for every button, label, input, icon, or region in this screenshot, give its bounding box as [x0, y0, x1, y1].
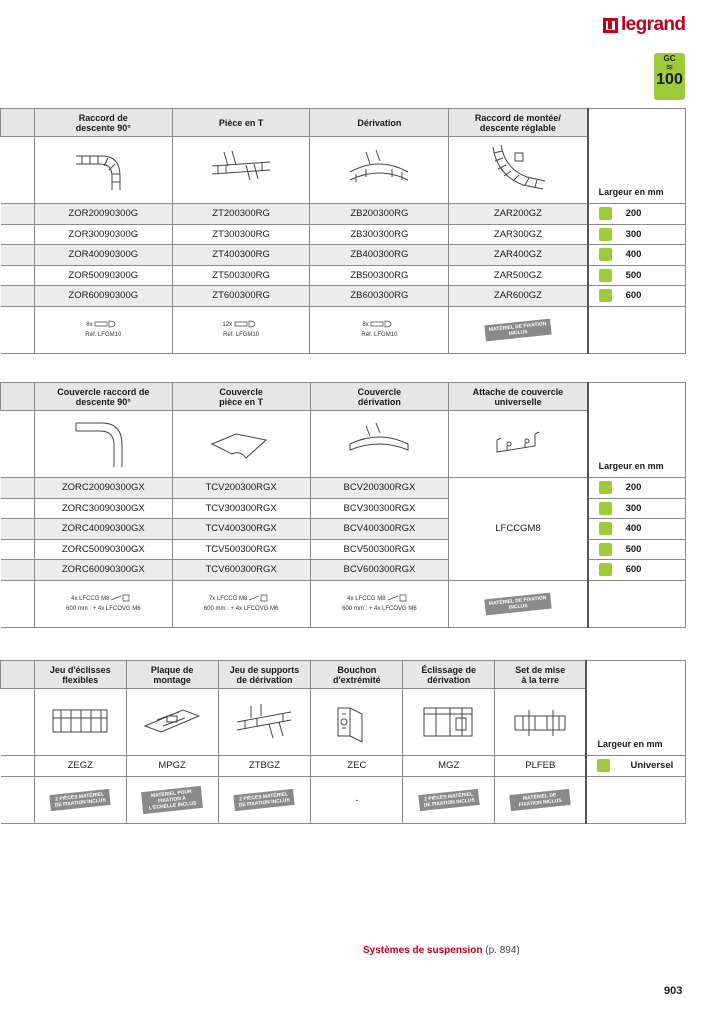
gc-icon	[599, 522, 612, 535]
width-cell	[586, 756, 685, 777]
gc-icon	[599, 543, 612, 556]
ref-cell: ZAR400GZ	[449, 245, 588, 266]
mounting-plate-image	[139, 696, 205, 746]
row-lead-cell	[1, 286, 35, 307]
ref-cell: TCV300300RGX	[172, 498, 310, 519]
attache-ref-cell: LFCCGM8	[449, 478, 588, 581]
width-cell	[588, 224, 686, 245]
ref-cell: TCV200300RGX	[172, 478, 310, 499]
bolt-icon	[94, 320, 120, 328]
row-lead-cell	[1, 519, 35, 540]
gc-icon	[599, 269, 612, 282]
ref-cell: ZORC60090300GX	[34, 560, 172, 581]
gc-icon	[599, 207, 612, 220]
included-stamp: 2 PIÈCES MATÉRIEL DE FIXATION INCLUS	[234, 788, 295, 810]
fixing-qty: 4x LFCCG M8	[71, 595, 110, 602]
ref-cell: MPGZ	[126, 756, 218, 777]
fixing-cell	[310, 580, 449, 627]
row-lead-cell	[1, 109, 35, 137]
row-lead-cell	[1, 478, 35, 499]
fixing-cell	[310, 306, 449, 353]
fixing-note: 600 mm : + 4x LFCOVG M6	[66, 605, 141, 612]
footer-link-text[interactable]: Systèmes de suspension	[363, 945, 483, 956]
gc-icon	[599, 248, 612, 261]
width-value: 400	[625, 249, 642, 261]
col-header: Raccord de montée/ descente réglable	[449, 109, 588, 137]
bolt-icon	[234, 320, 260, 328]
fixing-qty: 12x	[222, 321, 233, 328]
width-empty-cell	[586, 776, 685, 823]
width-cell	[588, 265, 686, 286]
included-stamp: 2 PIÈCES MATÉRIEL DE FIXATION INCLUS	[418, 788, 479, 810]
product-image	[34, 137, 172, 204]
ref-cell: PLFEB	[495, 756, 587, 777]
fixing-ref: Réf. LFGM10	[361, 331, 398, 338]
ref-cell: ZOR40090300G	[34, 245, 172, 266]
branch-ladder-image	[344, 144, 414, 194]
heat-waves-icon: ≋	[665, 62, 674, 72]
fixing-cell	[34, 776, 126, 823]
ref-cell: ZORC40090300GX	[34, 519, 172, 540]
width-value: 500	[625, 543, 642, 555]
row-lead-cell	[1, 580, 35, 627]
width-cell	[588, 204, 686, 225]
width-header: Largeur en mm	[598, 461, 664, 471]
ref-cell: ZT300300RG	[172, 224, 310, 245]
row-lead-cell	[1, 689, 35, 756]
width-cell	[588, 519, 686, 540]
fixing-cell	[126, 776, 218, 823]
ref-cell: TCV500300RGX	[172, 539, 310, 560]
width-value: 300	[625, 228, 642, 240]
width-cell	[588, 560, 686, 581]
ref-cell: ZORC30090300GX	[34, 498, 172, 519]
branch-support-image	[231, 696, 297, 746]
ref-cell: ZOR20090300G	[34, 204, 172, 225]
gc-100-badge	[654, 53, 685, 100]
width-empty-cell	[588, 580, 686, 627]
gc-icon	[599, 289, 612, 302]
gc-icon	[599, 481, 612, 494]
ref-cell: MGZ	[403, 756, 495, 777]
fixing-cell: -	[311, 776, 403, 823]
fixing-cell	[172, 306, 310, 353]
width-cell	[588, 539, 686, 560]
width-value: Universel	[630, 760, 674, 772]
ref-cell: ZOR60090300G	[34, 286, 172, 307]
row-lead-cell	[1, 661, 35, 689]
ref-cell: ZTBGZ	[218, 756, 311, 777]
col-header: Pièce en T	[172, 109, 310, 137]
cover-clip-image	[483, 418, 553, 468]
product-image	[126, 689, 218, 756]
product-image	[34, 411, 172, 478]
ref-cell: ZAR200GZ	[449, 204, 588, 225]
ref-cell: ZT500300RG	[172, 265, 310, 286]
row-lead-cell	[1, 265, 35, 286]
product-image	[311, 689, 403, 756]
fixing-qty: 4x LFCCG M8	[347, 595, 386, 602]
fixing-cell	[34, 580, 172, 627]
col-header: Éclissage de dérivation	[403, 661, 495, 689]
product-image	[172, 411, 310, 478]
width-header-cell	[588, 383, 686, 478]
badge-value: 100	[656, 71, 683, 88]
table-accessoires	[0, 660, 686, 824]
adjustable-riser-image	[483, 141, 553, 197]
row-lead-cell	[1, 539, 35, 560]
fixing-cell	[449, 580, 588, 627]
ref-cell: ZT600300RG	[172, 286, 310, 307]
row-lead-cell	[1, 560, 35, 581]
ref-cell: ZAR500GZ	[449, 265, 588, 286]
included-stamp: MATÉRIEL POUR FIXATION À L'ÉCHELLE INCLUS	[141, 785, 203, 813]
row-lead-cell	[1, 224, 35, 245]
fixing-qty: 7x LFCCG M8	[208, 595, 248, 602]
fixing-cell	[449, 306, 588, 353]
width-cell	[588, 286, 686, 307]
included-stamp: MATÉRIEL DE FIXATION INCLUS	[510, 788, 571, 810]
product-image	[172, 137, 310, 204]
ref-cell: ZOR50090300G	[34, 265, 172, 286]
fixing-ref: Réf. LFGM10	[85, 331, 122, 338]
legrand-logo	[603, 14, 685, 36]
gc-icon	[597, 759, 610, 772]
ref-cell: TCV400300RGX	[172, 519, 310, 540]
col-header: Jeu de supports de dérivation	[218, 661, 311, 689]
width-value: 600	[625, 290, 642, 302]
row-lead-cell	[1, 204, 35, 225]
tee-ladder-image	[206, 144, 276, 194]
product-image	[218, 689, 311, 756]
bend-90-ladder-image	[68, 144, 138, 194]
fixing-cell	[218, 776, 311, 823]
ref-cell: ZT200300RG	[172, 204, 310, 225]
fixing-cell	[172, 580, 310, 627]
table-row	[1, 204, 686, 225]
col-header: Raccord de descente 90°	[34, 109, 172, 137]
product-image	[310, 137, 449, 204]
earthing-set-image	[507, 696, 573, 746]
product-image	[495, 689, 587, 756]
page-number: 903	[664, 985, 683, 997]
bolt-icon	[109, 594, 135, 602]
gc-icon	[599, 502, 612, 515]
branch-splice-image	[416, 696, 482, 746]
width-value: 300	[625, 502, 642, 514]
row-lead-cell	[1, 411, 35, 478]
ref-cell: BCV600300RGX	[310, 560, 449, 581]
ref-cell: ZB200300RG	[310, 204, 449, 225]
width-value: 400	[625, 523, 642, 535]
width-header: Largeur en mm	[598, 187, 664, 197]
ref-cell: ZORC50090300GX	[34, 539, 172, 560]
ref-cell: ZB300300RG	[310, 224, 449, 245]
fixing-cell	[34, 306, 172, 353]
product-image	[403, 689, 495, 756]
row-lead-cell	[1, 498, 35, 519]
row-lead-cell	[1, 756, 35, 777]
table-row	[1, 286, 686, 307]
cover-tee-image	[206, 418, 276, 468]
bolt-icon	[370, 320, 396, 328]
badge-gc: GC	[663, 54, 676, 63]
row-lead-cell	[1, 383, 35, 411]
ref-cell: BCV500300RGX	[310, 539, 449, 560]
bolt-icon	[247, 594, 273, 602]
cover-branch-image	[344, 418, 414, 468]
table-row	[1, 224, 686, 245]
included-stamp: 2 PIÈCES MATÉRIEL DE FIXATION INCLUS	[50, 788, 111, 810]
ref-cell: ZB400300RG	[310, 245, 449, 266]
table-row	[1, 478, 686, 499]
width-value: 500	[625, 269, 642, 281]
ref-cell: ZAR300GZ	[449, 224, 588, 245]
brand-name: legrand	[621, 14, 686, 35]
table-row	[1, 265, 686, 286]
row-lead-cell	[1, 306, 35, 353]
ref-cell: ZAR600GZ	[449, 286, 588, 307]
col-header: Dérivation	[310, 109, 449, 137]
ref-cell: ZOR30090300G	[34, 224, 172, 245]
ref-cell: BCV400300RGX	[310, 519, 449, 540]
included-stamp: MATÉRIEL DE FIXATION INCLUS	[484, 318, 551, 341]
end-cap-image	[324, 696, 390, 746]
suspension-systems-link[interactable]	[363, 945, 520, 956]
gc-icon	[599, 563, 612, 576]
ref-cell: ZB500300RG	[310, 265, 449, 286]
col-header: Bouchon d'extrémité	[311, 661, 403, 689]
ref-cell: ZB600300RG	[310, 286, 449, 307]
fixing-cell	[403, 776, 495, 823]
product-image	[449, 411, 588, 478]
col-header: Couvercle dérivation	[310, 383, 449, 411]
legrand-logo-mark	[603, 18, 618, 33]
col-header: Couvercle raccord de descente 90°	[34, 383, 172, 411]
product-image	[449, 137, 588, 204]
cover-bend-image	[68, 415, 138, 471]
col-header: Plaque de montage	[126, 661, 218, 689]
ref-cell: BCV200300RGX	[310, 478, 449, 499]
bolt-icon	[386, 594, 412, 602]
table-couvercles	[0, 382, 686, 628]
col-header: Couvercle pièce en T	[172, 383, 310, 411]
width-header: Largeur en mm	[597, 739, 663, 749]
width-cell	[588, 245, 686, 266]
fixing-qty: 8x	[86, 321, 93, 328]
width-cell	[588, 498, 686, 519]
row-lead-cell	[1, 245, 35, 266]
splice-kit-image	[47, 696, 113, 746]
footer-page-ref: (p. 894)	[485, 945, 520, 956]
width-cell	[588, 478, 686, 499]
width-value: 200	[625, 208, 642, 220]
ref-cell: ZT400300RG	[172, 245, 310, 266]
col-header: Attache de couvercle universelle	[449, 383, 588, 411]
fixing-note: 600 mm : + 4x LFCOVG M6	[342, 605, 417, 612]
width-value: 200	[625, 482, 642, 494]
fixing-note: 600 mm : + 4x LFCOVG M6	[203, 605, 279, 612]
product-image	[34, 689, 126, 756]
table-raccords	[0, 108, 686, 354]
ref-cell: ZEGZ	[34, 756, 126, 777]
ref-cell: ZEC	[311, 756, 403, 777]
width-header-cell	[588, 109, 686, 204]
width-empty-cell	[588, 306, 686, 353]
fixing-cell	[495, 776, 587, 823]
product-image	[310, 411, 449, 478]
col-header: Jeu d'éclisses flexibles	[34, 661, 126, 689]
ref-cell: ZORC20090300GX	[34, 478, 172, 499]
row-lead-cell	[1, 137, 35, 204]
width-value: 600	[625, 564, 642, 576]
fixing-ref: Réf. LFGM10	[223, 331, 260, 338]
ref-cell: TCV600300RGX	[172, 560, 310, 581]
included-stamp: MATÉRIEL DE FIXATION INCLUS	[484, 592, 551, 615]
col-header: Set de mise à la terre	[495, 661, 587, 689]
width-header-cell	[586, 661, 685, 756]
gc-icon	[599, 228, 612, 241]
fixing-qty: 8x	[362, 321, 369, 328]
ref-cell: BCV300300RGX	[310, 498, 449, 519]
table-row	[1, 245, 686, 266]
row-lead-cell	[1, 776, 35, 823]
